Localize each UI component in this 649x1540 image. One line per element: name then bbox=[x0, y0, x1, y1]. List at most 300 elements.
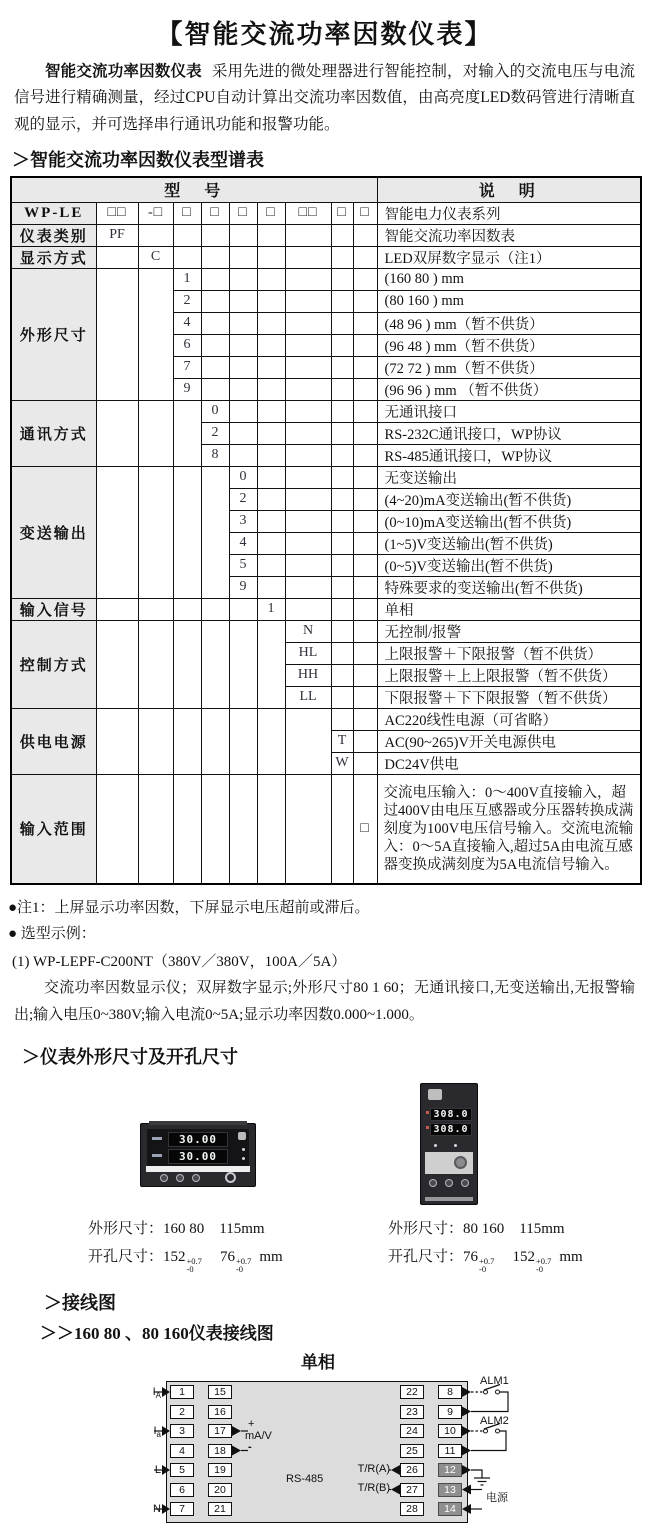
terminal-9: 9 bbox=[438, 1405, 462, 1419]
desc-cell: (72 72 ) mm（暂不供货） bbox=[377, 356, 641, 378]
code-cell: □□ bbox=[285, 202, 331, 224]
row-label: 输入信号 bbox=[11, 598, 96, 620]
empty-cell bbox=[257, 444, 285, 466]
terminal-22: 22 bbox=[400, 1385, 424, 1399]
down-button bbox=[445, 1179, 453, 1187]
desc-cell: 上限报警＋上上限报警（暂不供货） bbox=[377, 664, 641, 686]
empty-cell bbox=[96, 246, 138, 268]
empty-cell bbox=[257, 290, 285, 312]
empty-cell bbox=[201, 290, 229, 312]
empty-cell bbox=[353, 554, 377, 576]
mav-output-label: mA/V bbox=[245, 1430, 272, 1443]
code-cell: W bbox=[331, 752, 353, 774]
desc-cell: DC24V供电 bbox=[377, 752, 641, 774]
empty-cell bbox=[138, 466, 173, 598]
code-cell: C bbox=[138, 246, 173, 268]
desc-cell: 智能电力仪表系列 bbox=[377, 202, 641, 224]
empty-cell bbox=[331, 620, 353, 642]
alm1-label: ALM1 bbox=[480, 1375, 509, 1388]
empty-cell bbox=[331, 466, 353, 488]
desc-cell: (1~5)V变送输出(暂不供货) bbox=[377, 532, 641, 554]
table-row bbox=[11, 708, 641, 730]
lower-display: 308.0 bbox=[430, 1123, 472, 1136]
note-1: ●注1：上屏显示功率因数，下屏显示电压超前或滞后。 bbox=[8, 900, 370, 917]
desc-cell: RS-232C通讯接口，WP协议 bbox=[377, 422, 641, 444]
cutout-size-line: 开孔尺寸：76 +0.7 -0 152 +0.7 -0 mm bbox=[388, 1249, 583, 1275]
empty-cell bbox=[285, 554, 331, 576]
empty-cell bbox=[229, 620, 257, 708]
phase-label: 单相 bbox=[301, 1353, 335, 1373]
section-wiring-sub-heading: ＞＞160 80 、80 160仪表接线图 bbox=[40, 1324, 274, 1344]
lower-display: 30.00 bbox=[168, 1149, 228, 1164]
neutral-input-label: N bbox=[153, 1503, 161, 1516]
outline-size-line: 外形尺寸：80 160 115mm bbox=[388, 1220, 565, 1237]
empty-cell bbox=[353, 356, 377, 378]
empty-cell bbox=[285, 532, 331, 554]
empty-cell bbox=[229, 774, 257, 884]
status-led bbox=[242, 1148, 245, 1151]
terminal-4: 4 bbox=[170, 1444, 194, 1458]
desc-cell: AC(90~265)V开关电源供电 bbox=[377, 730, 641, 752]
desc-cell: 无通讯接口 bbox=[377, 400, 641, 422]
empty-cell bbox=[331, 356, 353, 378]
empty-cell bbox=[331, 290, 353, 312]
button-row bbox=[425, 1178, 473, 1192]
row-label: 变送输出 bbox=[11, 466, 96, 598]
set-button bbox=[429, 1179, 437, 1187]
terminal-7: 7 bbox=[170, 1502, 194, 1516]
down-button bbox=[176, 1174, 184, 1182]
empty-cell bbox=[201, 708, 229, 774]
empty-cell bbox=[173, 708, 201, 774]
empty-cell bbox=[353, 598, 377, 620]
empty-cell bbox=[201, 598, 229, 620]
code-cell: N bbox=[285, 620, 331, 642]
desc-cell: 单相 bbox=[377, 598, 641, 620]
empty-cell bbox=[257, 554, 285, 576]
empty-cell bbox=[96, 598, 138, 620]
empty-cell bbox=[257, 334, 285, 356]
dimension-caption-right bbox=[388, 1215, 583, 1274]
brand-logo bbox=[238, 1132, 246, 1140]
row-label: 供电电源 bbox=[11, 708, 96, 774]
empty-cell bbox=[285, 598, 331, 620]
empty-cell bbox=[257, 224, 285, 246]
status-led bbox=[434, 1144, 437, 1147]
empty-cell bbox=[331, 598, 353, 620]
empty-cell bbox=[331, 554, 353, 576]
empty-cell bbox=[353, 268, 377, 290]
empty-cell bbox=[285, 708, 331, 774]
empty-cell bbox=[96, 774, 138, 884]
empty-cell bbox=[331, 444, 353, 466]
code-cell: □ bbox=[201, 202, 229, 224]
desc-cell: 上限报警＋下限报警（暂不供货） bbox=[377, 642, 641, 664]
brand-logo bbox=[428, 1089, 442, 1100]
table-row bbox=[11, 246, 641, 268]
desc-cell: LED双屏数字显示（注1） bbox=[377, 246, 641, 268]
code-cell: LL bbox=[285, 686, 331, 708]
row-label: 控制方式 bbox=[11, 620, 96, 708]
power-supply-label: 电源 bbox=[486, 1492, 508, 1505]
empty-cell bbox=[285, 378, 331, 400]
code-cell: 4 bbox=[229, 532, 257, 554]
table-row bbox=[11, 224, 641, 246]
empty-cell bbox=[201, 356, 229, 378]
empty-cell bbox=[257, 488, 285, 510]
empty-cell bbox=[331, 400, 353, 422]
empty-cell bbox=[353, 246, 377, 268]
desc-cell: RS-485通讯接口，WP协议 bbox=[377, 444, 641, 466]
terminal-21: 21 bbox=[208, 1502, 232, 1516]
round-button bbox=[225, 1172, 236, 1183]
up-button bbox=[461, 1179, 469, 1187]
empty-cell bbox=[229, 356, 257, 378]
code-cell: □ bbox=[257, 202, 285, 224]
empty-cell bbox=[285, 290, 331, 312]
empty-cell bbox=[353, 730, 377, 752]
section-dimensions-heading: ＞仪表外形尺寸及开孔尺寸 bbox=[22, 1046, 238, 1067]
empty-cell bbox=[138, 400, 173, 466]
empty-cell bbox=[353, 532, 377, 554]
empty-cell bbox=[201, 774, 229, 884]
empty-cell bbox=[257, 466, 285, 488]
empty-cell bbox=[201, 224, 229, 246]
rs485-label: RS-485 bbox=[286, 1473, 324, 1486]
line-input-label: L bbox=[154, 1464, 161, 1477]
desc-cell: 无控制/报警 bbox=[377, 620, 641, 642]
empty-cell bbox=[229, 400, 257, 422]
label-strip bbox=[425, 1197, 473, 1201]
empty-cell bbox=[173, 598, 201, 620]
code-cell: 2 bbox=[229, 488, 257, 510]
desc-cell: AC220线性电源（可省略） bbox=[377, 708, 641, 730]
upper-display: 30.00 bbox=[168, 1132, 228, 1147]
empty-cell bbox=[331, 642, 353, 664]
empty-cell bbox=[285, 312, 331, 334]
desc-cell: (96 48 ) mm（暂不供货） bbox=[377, 334, 641, 356]
code-cell: 1 bbox=[257, 598, 285, 620]
empty-cell bbox=[353, 400, 377, 422]
empty-cell bbox=[257, 268, 285, 290]
empty-cell bbox=[285, 488, 331, 510]
code-cell: 3 bbox=[229, 510, 257, 532]
empty-cell bbox=[353, 290, 377, 312]
row-label: 外形尺寸 bbox=[11, 268, 96, 400]
empty-cell bbox=[331, 268, 353, 290]
table-row bbox=[11, 268, 641, 290]
empty-cell bbox=[173, 466, 201, 598]
empty-cell bbox=[138, 598, 173, 620]
code-cell: 2 bbox=[201, 422, 229, 444]
empty-cell bbox=[257, 774, 285, 884]
empty-cell bbox=[285, 510, 331, 532]
empty-cell bbox=[331, 378, 353, 400]
code-cell: 5 bbox=[229, 554, 257, 576]
empty-cell bbox=[257, 400, 285, 422]
desc-cell: 特殊要求的变送输出(暂不供货) bbox=[377, 576, 641, 598]
empty-cell bbox=[285, 422, 331, 444]
table-row bbox=[11, 620, 641, 642]
empty-cell bbox=[96, 400, 138, 466]
terminal-16: 16 bbox=[208, 1405, 232, 1419]
empty-cell bbox=[229, 422, 257, 444]
empty-cell bbox=[257, 708, 285, 774]
terminal-11: 11 bbox=[438, 1444, 462, 1458]
empty-cell bbox=[257, 576, 285, 598]
empty-cell bbox=[353, 686, 377, 708]
empty-cell bbox=[285, 334, 331, 356]
terminal-25: 25 bbox=[400, 1444, 424, 1458]
table-row bbox=[11, 466, 641, 488]
empty-cell bbox=[285, 774, 331, 884]
empty-cell bbox=[229, 334, 257, 356]
empty-cell bbox=[331, 510, 353, 532]
desc-cell: (0~5)V变送输出(暂不供货) bbox=[377, 554, 641, 576]
status-led bbox=[242, 1157, 245, 1160]
empty-cell bbox=[353, 752, 377, 774]
empty-cell bbox=[257, 510, 285, 532]
terminal-2: 2 bbox=[170, 1405, 194, 1419]
empty-cell bbox=[353, 378, 377, 400]
terminal-23: 23 bbox=[400, 1405, 424, 1419]
code-cell: -□ bbox=[138, 202, 173, 224]
empty-cell bbox=[331, 488, 353, 510]
row-label: 通讯方式 bbox=[11, 400, 96, 466]
empty-cell bbox=[331, 532, 353, 554]
empty-cell bbox=[353, 642, 377, 664]
terminal-5: 5 bbox=[170, 1463, 194, 1477]
terminal-19: 19 bbox=[208, 1463, 232, 1477]
code-cell: 0 bbox=[229, 466, 257, 488]
example-bullet: ● 选型示例： bbox=[8, 926, 96, 943]
empty-cell bbox=[285, 576, 331, 598]
row-label: 输入范围 bbox=[11, 774, 96, 884]
empty-cell bbox=[229, 598, 257, 620]
empty-cell bbox=[353, 334, 377, 356]
terminal-24: 24 bbox=[400, 1424, 424, 1438]
outline-size-line: 外形尺寸：160 80 115mm bbox=[88, 1220, 265, 1237]
empty-cell bbox=[331, 686, 353, 708]
code-cell: PF bbox=[96, 224, 138, 246]
code-cell: 4 bbox=[173, 312, 201, 334]
intro-paragraph bbox=[14, 59, 635, 138]
empty-cell bbox=[96, 466, 138, 598]
empty-cell bbox=[96, 268, 138, 400]
empty-cell bbox=[257, 246, 285, 268]
empty-cell bbox=[96, 708, 138, 774]
table-row bbox=[11, 598, 641, 620]
trb-label: T/R(B) bbox=[357, 1482, 390, 1495]
empty-cell bbox=[257, 356, 285, 378]
terminal-1: 1 bbox=[170, 1385, 194, 1399]
row-label: 仪表类别 bbox=[11, 224, 96, 246]
code-cell: □ bbox=[229, 202, 257, 224]
empty-cell bbox=[285, 268, 331, 290]
terminal-18: 18 bbox=[208, 1444, 232, 1458]
indicator-mark bbox=[152, 1154, 162, 1157]
code-cell: □□ bbox=[96, 202, 138, 224]
wiring-diagram bbox=[148, 1375, 528, 1540]
empty-cell bbox=[353, 708, 377, 730]
empty-cell bbox=[229, 708, 257, 774]
code-cell: 0 bbox=[201, 400, 229, 422]
empty-cell bbox=[201, 378, 229, 400]
empty-cell bbox=[173, 224, 201, 246]
code-cell: HL bbox=[285, 642, 331, 664]
intro-body: 采用先进的微处理器进行智能控制，对输入的交流电压与电流信号进行精确测量，经过CPU自动计算出交流功率因数值，由高亮度LED数码管进行清晰直观的显示，并可选择串行通讯功能和报警功能。 bbox=[14, 63, 635, 133]
meter-images-row bbox=[0, 1081, 649, 1205]
table-row bbox=[11, 400, 641, 422]
desc-cell: 无变送输出 bbox=[377, 466, 641, 488]
empty-cell bbox=[173, 774, 201, 884]
example-model: (1) WP-LEPF-C200NT（380V／380V，100A／5A） bbox=[12, 953, 347, 970]
empty-cell bbox=[173, 246, 201, 268]
code-cell: 6 bbox=[173, 334, 201, 356]
empty-cell bbox=[353, 620, 377, 642]
desc-cell: 智能交流功率因数表 bbox=[377, 224, 641, 246]
indicator-mark bbox=[426, 1111, 429, 1114]
terminal-13: 13 bbox=[438, 1483, 462, 1497]
terminal-26: 26 bbox=[400, 1463, 424, 1477]
dimension-caption-left bbox=[88, 1215, 340, 1274]
example-description: 交流功率因数显示仪；双屏数字显示;外形尺寸80 1 60；无通讯接口,无变送输出,无报警输出;输入电压0~380V;输入电流0~5A;显示功率因数0.000~1.000。 bbox=[14, 979, 635, 1023]
terminal-10: 10 bbox=[438, 1424, 462, 1438]
desc-cell: (4~20)mA变送输出(暂不供货) bbox=[377, 488, 641, 510]
code-cell: 9 bbox=[229, 576, 257, 598]
round-button bbox=[454, 1156, 467, 1169]
empty-cell bbox=[229, 224, 257, 246]
code-cell: □ bbox=[353, 774, 377, 884]
empty-cell bbox=[353, 466, 377, 488]
terminal-12: 12 bbox=[438, 1463, 462, 1477]
indicator-mark bbox=[152, 1137, 162, 1140]
upper-display: 308.0 bbox=[430, 1108, 472, 1121]
code-cell: 2 bbox=[173, 290, 201, 312]
code-cell: 7 bbox=[173, 356, 201, 378]
terminal-20: 20 bbox=[208, 1483, 232, 1497]
model-spectrum-table bbox=[10, 176, 642, 885]
desc-cell: (80 160 ) mm bbox=[377, 290, 641, 312]
terminal-15: 15 bbox=[208, 1385, 232, 1399]
empty-cell bbox=[138, 268, 173, 400]
code-cell bbox=[331, 708, 353, 730]
empty-cell bbox=[285, 356, 331, 378]
label-strip bbox=[425, 1152, 473, 1174]
empty-cell bbox=[353, 488, 377, 510]
up-button bbox=[192, 1174, 200, 1182]
empty-cell bbox=[331, 334, 353, 356]
empty-cell bbox=[331, 246, 353, 268]
empty-cell bbox=[285, 400, 331, 422]
mounting-bar bbox=[149, 1121, 247, 1125]
empty-cell bbox=[257, 620, 285, 708]
page-title: 【智能交流功率因数仪表】 bbox=[156, 20, 493, 49]
section-spectrum-heading: ＞智能交流功率因数仪表型谱表 bbox=[12, 150, 264, 171]
empty-cell bbox=[229, 444, 257, 466]
wiring-lines bbox=[148, 1375, 528, 1540]
code-cell: T bbox=[331, 730, 353, 752]
terminal-8: 8 bbox=[438, 1385, 462, 1399]
desc-cell: (48 96 ) mm（暂不供货） bbox=[377, 312, 641, 334]
empty-cell bbox=[229, 290, 257, 312]
desc-cell: 交流电压输入：0～400V直接输入，超过400V由电压互感器或分压器转换成满刻度为100V电压信号输入。交流电流输入：0～5A直接输入,超过5A由电流互感器变换成满刻度为5A电流信号输入。 bbox=[377, 774, 641, 884]
status-led bbox=[454, 1144, 457, 1147]
empty-cell bbox=[201, 268, 229, 290]
empty-cell bbox=[138, 224, 173, 246]
empty-cell bbox=[331, 422, 353, 444]
empty-cell bbox=[138, 620, 173, 708]
empty-cell bbox=[285, 466, 331, 488]
empty-cell bbox=[353, 422, 377, 444]
terminal-14: 14 bbox=[438, 1502, 462, 1516]
empty-cell bbox=[138, 708, 173, 774]
empty-cell bbox=[353, 576, 377, 598]
row-label: WP-LE bbox=[11, 202, 96, 224]
code-cell: 8 bbox=[201, 444, 229, 466]
terminal-3: 3 bbox=[170, 1424, 194, 1438]
code-cell: □ bbox=[353, 202, 377, 224]
table-row bbox=[11, 202, 641, 224]
desc-cell: 下限报警＋下下限报警（暂不供货） bbox=[377, 686, 641, 708]
code-cell: 1 bbox=[173, 268, 201, 290]
alm2-label: ALM2 bbox=[480, 1415, 509, 1428]
intro-lead: 智能交流功率因数仪表 bbox=[45, 63, 202, 80]
empty-cell bbox=[173, 620, 201, 708]
empty-cell bbox=[201, 246, 229, 268]
indicator-mark bbox=[426, 1126, 429, 1129]
empty-cell bbox=[257, 378, 285, 400]
section-wiring-heading: ＞接线图 bbox=[44, 1293, 116, 1314]
empty-cell bbox=[229, 268, 257, 290]
table-row bbox=[11, 774, 641, 884]
empty-cell bbox=[138, 774, 173, 884]
minus-label: - bbox=[248, 1441, 252, 1454]
empty-cell bbox=[229, 312, 257, 334]
empty-cell bbox=[201, 312, 229, 334]
empty-cell bbox=[201, 334, 229, 356]
set-button bbox=[160, 1174, 168, 1182]
empty-cell bbox=[201, 466, 229, 598]
plus-label: + bbox=[248, 1418, 255, 1431]
empty-cell bbox=[173, 400, 201, 466]
empty-cell bbox=[201, 620, 229, 708]
row-label: 显示方式 bbox=[11, 246, 96, 268]
empty-cell bbox=[331, 774, 353, 884]
terminal-28: 28 bbox=[400, 1502, 424, 1516]
code-cell: HH bbox=[285, 664, 331, 686]
empty-cell bbox=[257, 422, 285, 444]
empty-cell bbox=[353, 510, 377, 532]
current-input-label: $I_A$ bbox=[152, 1386, 161, 1401]
meter-horizontal-photo bbox=[140, 1123, 256, 1187]
cutout-size-line: 开孔尺寸：152 +0.7 -0 76 +0.7 -0 mm bbox=[88, 1249, 283, 1275]
col-header-desc: 说 明 bbox=[377, 177, 641, 202]
empty-cell bbox=[353, 224, 377, 246]
meter-vertical-photo bbox=[420, 1083, 478, 1205]
terminal-17: 17 bbox=[208, 1424, 232, 1438]
label-strip bbox=[146, 1166, 250, 1172]
empty-cell bbox=[96, 620, 138, 708]
desc-cell: (0~10)mA变送输出(暂不供货) bbox=[377, 510, 641, 532]
empty-cell bbox=[285, 224, 331, 246]
col-header-model: 型 号 bbox=[11, 177, 377, 202]
empty-cell bbox=[257, 312, 285, 334]
button-row bbox=[146, 1173, 250, 1184]
empty-cell bbox=[331, 664, 353, 686]
desc-cell: (96 96 ) mm （暂不供货） bbox=[377, 378, 641, 400]
empty-cell bbox=[229, 378, 257, 400]
